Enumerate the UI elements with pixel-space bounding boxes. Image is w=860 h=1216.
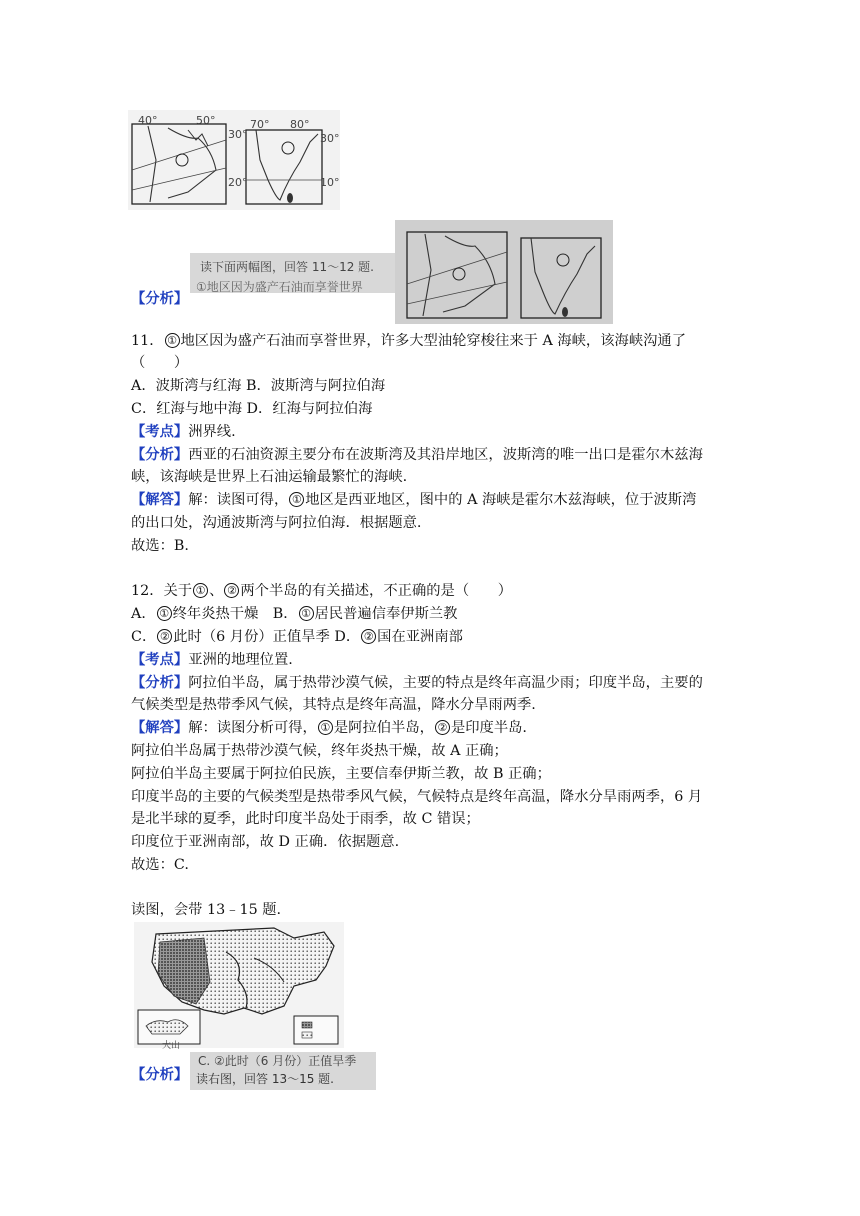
q12-fenxi-1: 【分析】阿拉伯半岛，属于热带沙漠气候，主要的特点是终年高温少雨；印度半岛，主要的 bbox=[131, 675, 703, 691]
q12-jieda-5: 是北半球的夏季，此时印度半岛处于雨季，故 C 错误； bbox=[131, 811, 480, 827]
q12-jieda-6: 印度位于亚洲南部，故 D 正确．依据题意. bbox=[131, 834, 400, 850]
q11-stem: 11． ① 地区因为盛产石油而享誉世界，许多大型油轮穿梭往来于 A 海峡，该海峡沟通了 bbox=[131, 333, 687, 349]
q12-jieda-2: 阿拉伯半岛属于热带沙漠气候，终年炎热干燥，故 A 正确； bbox=[131, 743, 508, 759]
scan1-line1: 读下面两幅图，回答 11～12 题. bbox=[200, 260, 374, 274]
q11-jieda-1: 【解答】解：读图可得， ① 地区是西亚地区，图中的 A 海峡是霍尔木兹海峡，位于波斯湾 bbox=[131, 492, 697, 508]
scan2-line1: C. ②此时（6 月份）正值旱季 bbox=[198, 1054, 357, 1068]
circle-1-icon: ① bbox=[299, 606, 314, 621]
map1-lat-30: 30° bbox=[228, 128, 248, 141]
circle-1-icon: ① bbox=[318, 720, 333, 735]
q11-answer: 故选：B. bbox=[131, 538, 189, 554]
us-map-legend: 大山 bbox=[162, 1041, 181, 1051]
map2-lat-70: 70° bbox=[250, 118, 270, 131]
map2-lat-30: 30° bbox=[320, 132, 340, 145]
q12-options-cd: C． ② 此时（6 月份）正值旱季 D． ② 国在亚洲南部 bbox=[131, 629, 463, 645]
q12-kaodian: 【考点】亚洲的地理位置. bbox=[131, 652, 293, 668]
q11-fenxi-2: 峡，该海峡是世界上石油运输最繁忙的海峡. bbox=[131, 469, 408, 485]
map2-lat-80: 80° bbox=[290, 118, 310, 131]
map1-lat-20: 20° bbox=[228, 176, 248, 189]
map1-lat-50: 50° bbox=[196, 114, 216, 127]
circle-2-icon: ② bbox=[224, 583, 239, 598]
q12-fenxi-2: 气候类型是热带季风气候，其特点是终年高温，降水分旱雨两季. bbox=[131, 697, 536, 713]
q12-jieda-1: 【解答】解：读图分析可得， ① 是阿拉伯半岛， ② 是印度半岛. bbox=[131, 720, 527, 736]
analysis-label-1: 【分析】 bbox=[131, 291, 189, 307]
analysis-label-2: 【分析】 bbox=[131, 1067, 189, 1083]
map1-lat-40: 40° bbox=[138, 114, 158, 127]
circle-1-icon: ① bbox=[193, 583, 208, 598]
q12-answer: 故选：C. bbox=[131, 857, 189, 873]
q11-stem-paren: （ ） bbox=[131, 355, 189, 371]
circle-2-icon: ② bbox=[435, 720, 450, 735]
q11-options-cd: C．红海与地中海 D．红海与阿拉伯海 bbox=[131, 401, 373, 417]
circle-2-icon: ② bbox=[157, 629, 172, 644]
q11-kaodian: 【考点】洲界线. bbox=[131, 424, 236, 440]
q12-jieda-3: 阿拉伯半岛主要属于阿拉伯民族，主要信奉伊斯兰教，故 B 正确； bbox=[131, 766, 551, 782]
q12-stem: 12．关于 ① 、 ② 两个半岛的有关描述，不正确的是（ ） bbox=[131, 583, 513, 599]
circle-1-icon: ① bbox=[165, 333, 180, 348]
q12-jieda-4: 印度半岛的主要的气候类型是热带季风气候，气候特点是终年高温，降水分旱雨两季，6 月 bbox=[131, 789, 703, 805]
map2-lat-10: 10° bbox=[320, 176, 340, 189]
q11-fenxi-1: 【分析】西亚的石油资源主要分布在波斯湾及其沿岸地区，波斯湾的唯一出口是霍尔木兹海 bbox=[131, 447, 703, 463]
q11-options-ab: A．波斯湾与红海 B．波斯湾与阿拉伯海 bbox=[131, 378, 386, 394]
circle-2-icon: ② bbox=[361, 629, 376, 644]
q11-jieda-2: 的出口处，沟通波斯湾与阿拉伯海．根据题意. bbox=[131, 515, 422, 531]
circle-1-icon: ① bbox=[289, 492, 304, 507]
us-climate-map-figure bbox=[134, 922, 344, 1048]
circle-1-icon: ① bbox=[157, 606, 172, 621]
q12-options-ab: A． ① 终年炎热干燥 B． ① 居民普遍信奉伊斯兰教 bbox=[131, 606, 458, 622]
scanned-maps-excerpt bbox=[395, 220, 613, 324]
scan2-line2: 读右图，回答 13～15 题. bbox=[196, 1072, 334, 1086]
scan1-line2: ①地区因为盛产石油而享誉世界 bbox=[196, 280, 363, 294]
q13-intro: 读图，会带 13﹣15 题. bbox=[131, 902, 282, 918]
